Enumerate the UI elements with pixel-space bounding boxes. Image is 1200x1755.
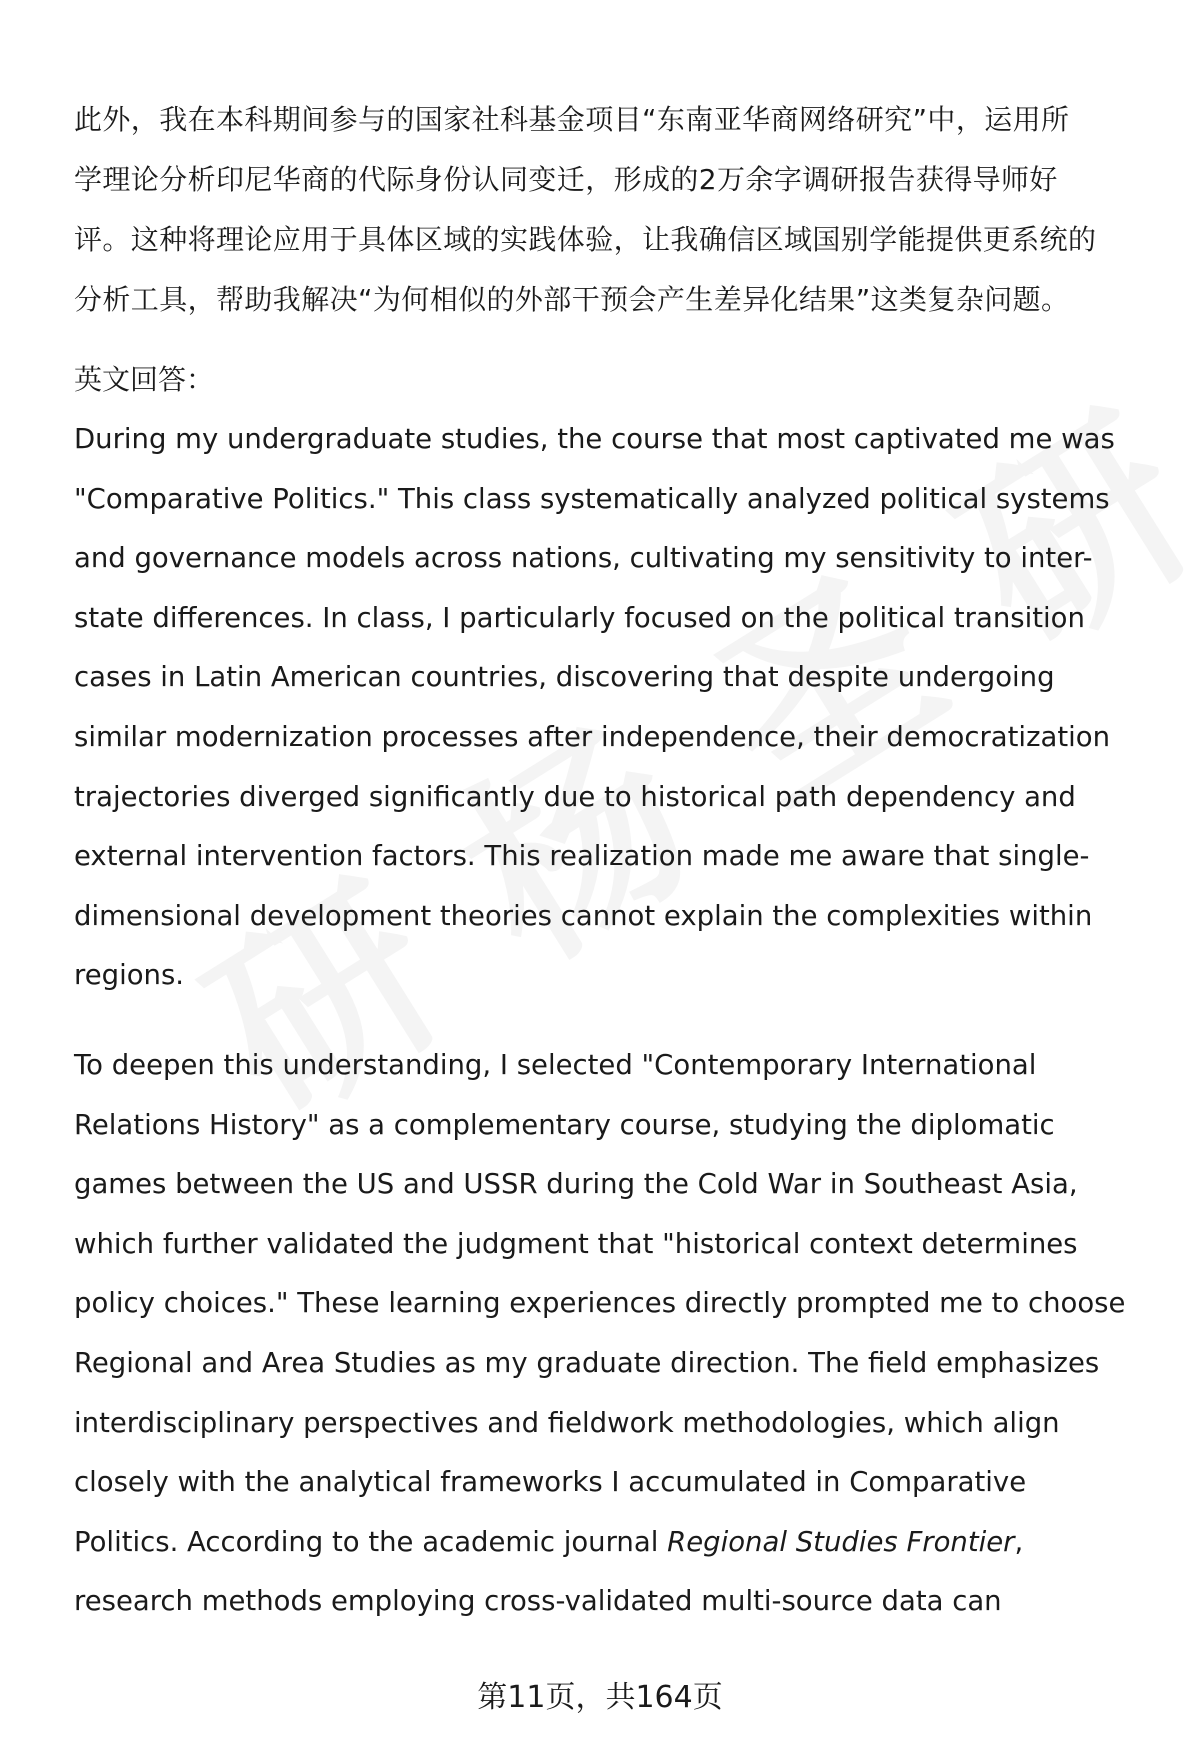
english-answer-label: 英文回答： <box>74 363 215 396</box>
text-fragment: Politics. According to the academic journal <box>74 1525 668 1558</box>
english-paragraph-2 <box>74 1036 1154 1632</box>
text-line: 分析工具，帮助我解决“为何相似的外部干预会产生差异化结果”这类复杂问题。 <box>74 283 1070 316</box>
text-line: policy choices." These learning experiences directly prompted me to choose <box>74 1287 1126 1320</box>
text-line: cases in Latin American countries, discovering that despite undergoing <box>74 661 1055 694</box>
text-line: 此外，我在本科期间参与的国家社科基金项目“东南亚华商网络研究”中，运用所 <box>74 103 1070 136</box>
text-fragment: , <box>1014 1525 1024 1558</box>
text-line: Relations History" as a complementary course, studying the diplomatic <box>74 1108 1055 1141</box>
english-paragraph-1 <box>74 410 1154 1006</box>
journal-title: Regional Studies Frontier <box>667 1525 1015 1558</box>
text-line: 评。这种将理论应用于具体区域的实践体验，让我确信区域国别学能提供更系统的 <box>74 223 1097 256</box>
text-line: closely with the analytical frameworks I accumulated in Comparative <box>74 1466 1027 1499</box>
chinese-paragraph <box>74 90 1154 330</box>
text-line: Regional and Area Studies as my graduate direction. The field emphasizes <box>74 1346 1100 1379</box>
text-line: state differences. In class, I particularly focused on the political transition <box>74 601 1085 634</box>
text-line: dimensional development theories cannot explain the complexities within <box>74 899 1093 932</box>
text-line: regions. <box>74 959 185 992</box>
text-line: which further validated the judgment that "historical context determines <box>74 1227 1078 1260</box>
text-line: "Comparative Politics." This class systematically analyzed political systems <box>74 482 1110 515</box>
text-line: To deepen this understanding, I selected "Contemporary International <box>74 1048 1037 1081</box>
text-line: external intervention factors. This realization made me aware that single- <box>74 840 1090 873</box>
text-line: and governance models across nations, cultivating my sensitivity to inter- <box>74 542 1093 575</box>
text-line: games between the US and USSR during the Cold War in Southeast Asia, <box>74 1168 1078 1201</box>
text-line: 学理论分析印尼华商的代际身份认同变迁，形成的2万余字调研报告获得导师好 <box>74 163 1058 196</box>
text-line: research methods employing cross-validated multi-source data can <box>74 1585 1002 1618</box>
text-line: interdisciplinary perspectives and fieldwork methodologies, which align <box>74 1406 1060 1439</box>
page-number: 第11页，共164页 <box>477 1680 723 1715</box>
text-line: During my undergraduate studies, the course that most captivated me was <box>74 423 1115 455</box>
text-line: similar modernization processes after independence, their democratization <box>74 720 1111 753</box>
text-line <box>74 1513 1154 1573</box>
text-line: trajectories diverged significantly due to historical path dependency and <box>74 780 1076 813</box>
page-content <box>74 90 1154 1632</box>
